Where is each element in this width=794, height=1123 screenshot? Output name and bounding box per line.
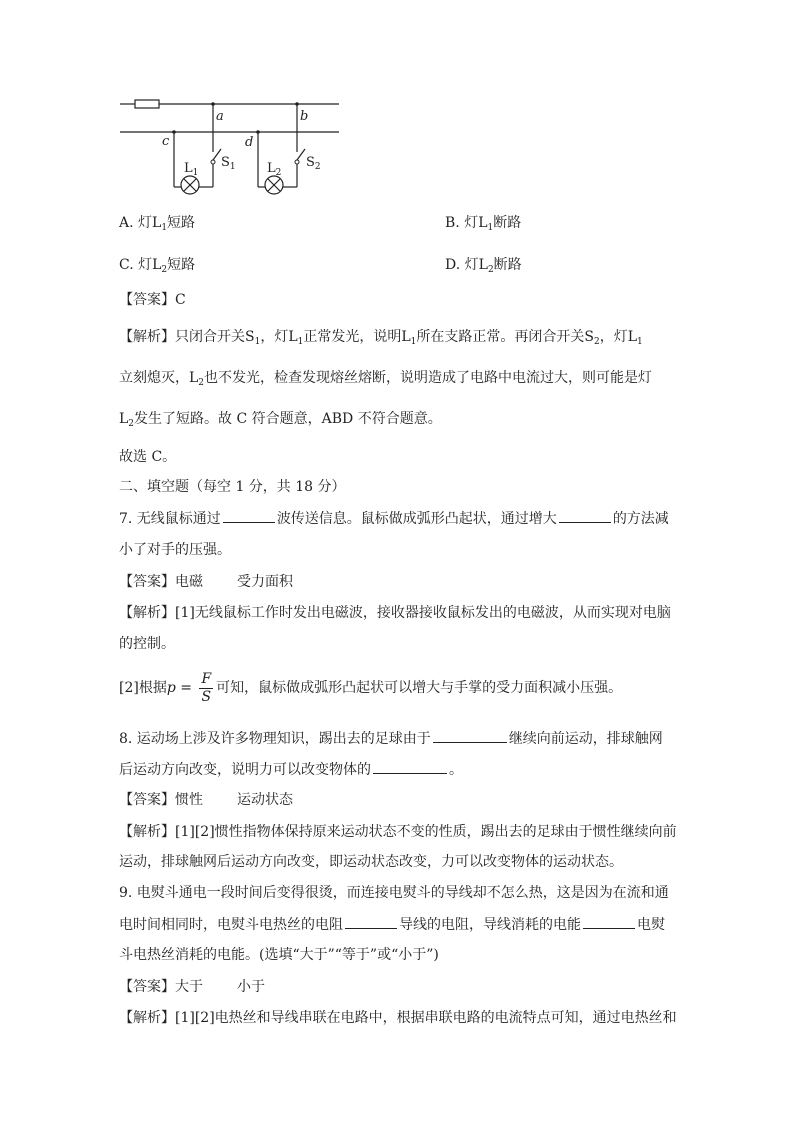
q7-answer: 【答案】电磁 受力面积 (119, 574, 293, 590)
q9-blank-2[interactable] (583, 914, 635, 929)
q8-explanation-line1: 【解析】[1][2]惯性指物体保持原来运动状态不变的性质，踢出去的足球由于惯性继续向前 (119, 824, 677, 840)
label-l1: $L_1$ (184, 161, 199, 178)
q9-text-line3: 斗电热丝消耗的电能。(选填“大于”“等于”或“小于”) (119, 947, 439, 963)
option-a: A. 灯$L_1$短路 (119, 215, 196, 233)
q9-answer: 【答案】大于 小于 (119, 979, 265, 995)
label-a: a (216, 109, 224, 124)
q9-text-line2: 电时间相同时，电熨斗电热丝的电阻 导线的电阻，导线消耗的电能 电熨 (119, 914, 665, 935)
q8-blank-1[interactable] (433, 728, 507, 743)
q7-explanation-line1: 【解析】[1]无线鼠标工作时发出电磁波，接收器接收鼠标发出的电磁波，从而实现对电脑 (119, 605, 671, 621)
label-s2: $S_2$ (306, 155, 321, 172)
q7-explanation-line3: [2]根据p = $\frac{F}{S}$ 可知，鼠标做成弧形凸起状可以增大与手掌的受力面积减小压强。 (119, 670, 623, 705)
q8-explanation-line2: 运动，排球触网后运动方向改变，即运动状态改变，力可以改变物体的运动状态。 (119, 854, 623, 870)
option-d: D. 灯$L_2$断路 (445, 257, 522, 275)
q9-blank-1[interactable] (345, 914, 397, 929)
q7-blank-1[interactable] (223, 508, 275, 523)
section-title: 二、填空题（每空 1 分，共 18 分） (119, 479, 346, 495)
q7-text-line2: 小了对手的压强。 (119, 542, 231, 558)
label-c: c (162, 134, 170, 149)
q6-explanation-line3: $L_2$发生了短路。故 C 符合题意，ABD 不符合题意。 (119, 411, 442, 429)
q6-explanation-line1: 【解析】只闭合开关$S_1$，灯$L_1$正常发光，说明$L_1$所在支路正常。再闭合开关$S_2$，灯$L_1$ (119, 329, 643, 347)
q9-text-line1: 9. 电熨斗通电一段时间后变得很烫，而连接电熨斗的导线却不怎么热，这是因为在流和通 (119, 885, 669, 901)
label-s1: $S_1$ (221, 155, 236, 172)
lamp-l1-icon (181, 176, 199, 194)
q6-answer: 【答案】C (119, 292, 186, 308)
q7-text-line1: 7. 无线鼠标通过 波传送信息。鼠标做成弧形凸起状，通过增大 的方法减 (119, 508, 669, 529)
q9-explanation-line1: 【解析】[1][2]电热丝和导线串联在电路中，根据串联电路的电流特点可知，通过电热丝和 (119, 1010, 677, 1026)
q8-blank-2[interactable] (373, 759, 447, 774)
lamp-l2-icon (265, 176, 283, 194)
fuse (135, 100, 159, 108)
label-b: b (300, 109, 309, 124)
label-l2: $L_2$ (267, 161, 282, 178)
formula-fraction: $\frac{F}{S}$ (201, 670, 212, 705)
q6-conclusion: 故选 C。 (119, 449, 177, 465)
q8-text-line2: 后运动方向改变，说明力可以改变物体的 。 (119, 759, 463, 780)
option-b: B. 灯$L_1$断路 (445, 215, 522, 233)
q7-blank-2[interactable] (559, 508, 611, 523)
circuit-diagram (115, 92, 350, 197)
option-c: C. 灯$L_2$短路 (119, 257, 196, 275)
q8-text-line1: 8. 运动场上涉及许多物理知识，踢出去的足球由于 继续向前运动，排球触网 (119, 728, 663, 749)
label-d: d (245, 135, 254, 150)
q6-explanation-line2: 立刻熄灭，$L_2$也不发光，检查发现熔丝熔断，说明造成了电路中电流过大，则可能是灯 (119, 370, 653, 388)
q7-explanation-line2: 的控制。 (119, 636, 175, 652)
q8-answer: 【答案】惯性 运动状态 (119, 792, 293, 808)
